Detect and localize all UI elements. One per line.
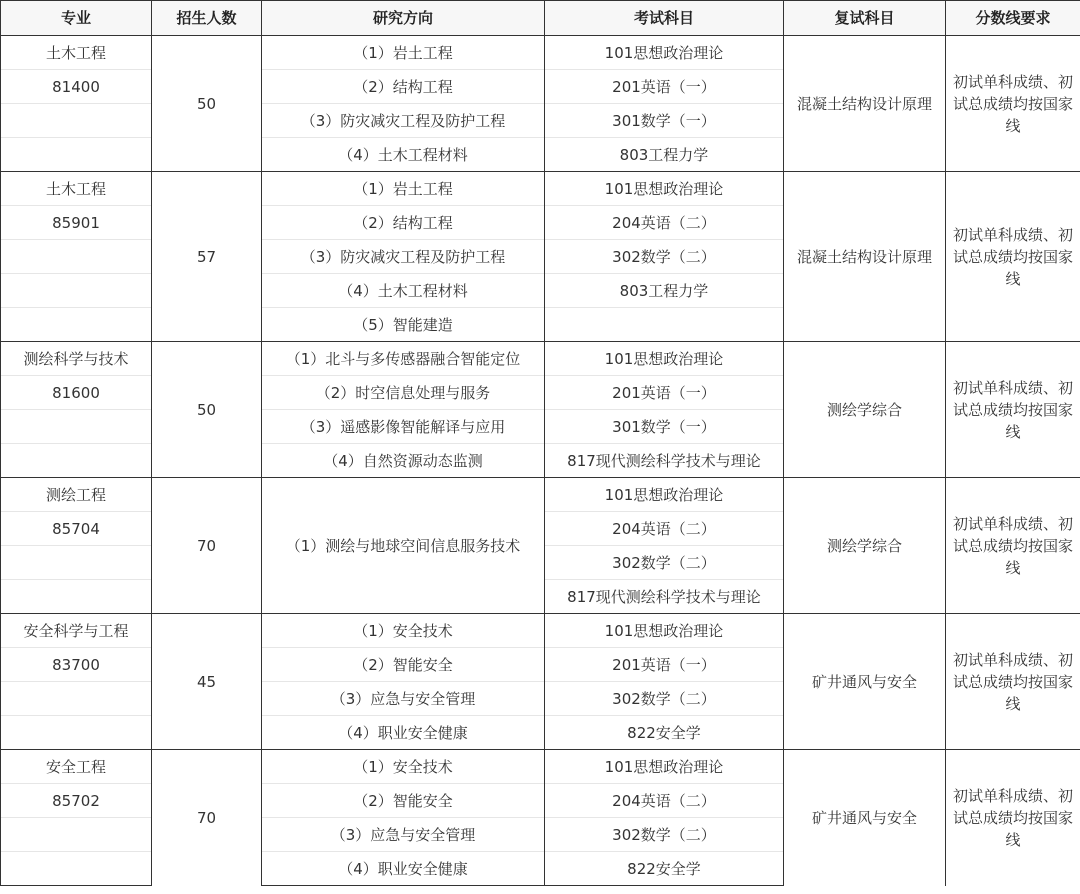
major-blank: [1, 716, 152, 750]
enrollment-count: 70: [152, 750, 262, 886]
major-blank: [1, 580, 152, 614]
table-row: [1, 750, 1080, 784]
research-direction: （2）结构工程: [262, 70, 545, 104]
exam-subject: 201英语（一）: [545, 70, 784, 104]
exam-subject: 201英语（一）: [545, 648, 784, 682]
major-name: 土木工程: [1, 172, 152, 206]
exam-subject: 822安全学: [545, 852, 784, 886]
header-retest-subject: 复试科目: [784, 1, 946, 36]
exam-subject: 817现代测绘科学技术与理论: [545, 580, 784, 614]
major-name: 测绘科学与技术: [1, 342, 152, 376]
enrollment-count: 45: [152, 614, 262, 750]
major-blank: [1, 546, 152, 580]
exam-subject: 101思想政治理论: [545, 614, 784, 648]
score-requirement: 初试单科成绩、初试总成绩均按国家线: [946, 750, 1080, 886]
major-blank: [1, 410, 152, 444]
research-direction: （3）防灾减灾工程及防护工程: [262, 104, 545, 138]
table-body: [1, 36, 1080, 886]
exam-subject: 817现代测绘科学技术与理论: [545, 444, 784, 478]
research-direction: （2）时空信息处理与服务: [262, 376, 545, 410]
table-row: [1, 36, 1080, 70]
enrollment-count: 70: [152, 478, 262, 614]
retest-subject: 测绘学综合: [784, 342, 946, 478]
research-direction: （4）职业安全健康: [262, 716, 545, 750]
major-name: 测绘工程: [1, 478, 152, 512]
major-code: 85702: [1, 784, 152, 818]
research-direction: （4）土木工程材料: [262, 138, 545, 172]
score-requirement: 初试单科成绩、初试总成绩均按国家线: [946, 614, 1080, 750]
table-row: [1, 342, 1080, 376]
header-major: 专业: [1, 1, 152, 36]
major-blank: [1, 682, 152, 716]
exam-subject: 204英语（二）: [545, 784, 784, 818]
research-direction: （4）自然资源动态监测: [262, 444, 545, 478]
exam-subject: 302数学（二）: [545, 818, 784, 852]
retest-subject: 矿井通风与安全: [784, 750, 946, 886]
score-requirement: 初试单科成绩、初试总成绩均按国家线: [946, 342, 1080, 478]
research-direction: （2）智能安全: [262, 784, 545, 818]
research-direction: （4）土木工程材料: [262, 274, 545, 308]
exam-subject: 101思想政治理论: [545, 478, 784, 512]
enrollment-count: 57: [152, 172, 262, 342]
research-direction: （3）防灾减灾工程及防护工程: [262, 240, 545, 274]
major-name: 土木工程: [1, 36, 152, 70]
research-direction: （1）北斗与多传感器融合智能定位: [262, 342, 545, 376]
exam-subject: 101思想政治理论: [545, 172, 784, 206]
major-name: 安全科学与工程: [1, 614, 152, 648]
exam-subject: 204英语（二）: [545, 512, 784, 546]
research-direction: （1）岩土工程: [262, 172, 545, 206]
major-blank: [1, 274, 152, 308]
exam-subject: 201英语（一）: [545, 376, 784, 410]
exam-subject: 101思想政治理论: [545, 750, 784, 784]
major-blank: [1, 852, 152, 886]
research-direction: （1）安全技术: [262, 614, 545, 648]
retest-subject: 测绘学综合: [784, 478, 946, 614]
major-code: 81600: [1, 376, 152, 410]
major-code: 83700: [1, 648, 152, 682]
enrollment-count: 50: [152, 36, 262, 172]
table-row: [1, 614, 1080, 648]
research-direction: （3）应急与安全管理: [262, 682, 545, 716]
table-row: [1, 172, 1080, 206]
major-blank: [1, 104, 152, 138]
major-code: 81400: [1, 70, 152, 104]
header-score-requirement: 分数线要求: [946, 1, 1080, 36]
research-direction: （1）岩土工程: [262, 36, 545, 70]
header-research-direction: 研究方向: [262, 1, 545, 36]
research-direction: （2）结构工程: [262, 206, 545, 240]
exam-subject: 302数学（二）: [545, 682, 784, 716]
research-direction: （2）智能安全: [262, 648, 545, 682]
exam-subject: 302数学（二）: [545, 546, 784, 580]
research-direction: （3）应急与安全管理: [262, 818, 545, 852]
major-name: 安全工程: [1, 750, 152, 784]
major-blank: [1, 240, 152, 274]
research-direction: （4）职业安全健康: [262, 852, 545, 886]
exam-subject: 101思想政治理论: [545, 342, 784, 376]
enrollment-count: 50: [152, 342, 262, 478]
score-requirement: 初试单科成绩、初试总成绩均按国家线: [946, 172, 1080, 342]
major-blank: [1, 308, 152, 342]
retest-subject: 矿井通风与安全: [784, 614, 946, 750]
major-code: 85901: [1, 206, 152, 240]
score-requirement: 初试单科成绩、初试总成绩均按国家线: [946, 36, 1080, 172]
exam-subject: 803工程力学: [545, 274, 784, 308]
research-direction: （3）遥感影像智能解译与应用: [262, 410, 545, 444]
table-row: [1, 478, 1080, 512]
major-blank: [1, 138, 152, 172]
exam-subject: 301数学（一）: [545, 410, 784, 444]
major-code: 85704: [1, 512, 152, 546]
retest-subject: 混凝土结构设计原理: [784, 36, 946, 172]
major-blank: [1, 444, 152, 478]
research-direction: （1）测绘与地球空间信息服务技术: [262, 478, 545, 614]
score-requirement: 初试单科成绩、初试总成绩均按国家线: [946, 478, 1080, 614]
header-exam-subjects: 考试科目: [545, 1, 784, 36]
exam-subject: 204英语（二）: [545, 206, 784, 240]
research-direction: （5）智能建造: [262, 308, 545, 342]
major-blank: [1, 818, 152, 852]
research-direction: （1）安全技术: [262, 750, 545, 784]
exam-subject: 803工程力学: [545, 138, 784, 172]
header-enrollment-count: 招生人数: [152, 1, 262, 36]
exam-subject: 302数学（二）: [545, 240, 784, 274]
exam-subject: 301数学（一）: [545, 104, 784, 138]
exam-subject: 101思想政治理论: [545, 36, 784, 70]
header-row: [1, 1, 1080, 36]
exam-blank: [545, 308, 784, 342]
retest-subject: 混凝土结构设计原理: [784, 172, 946, 342]
exam-subject: 822安全学: [545, 716, 784, 750]
